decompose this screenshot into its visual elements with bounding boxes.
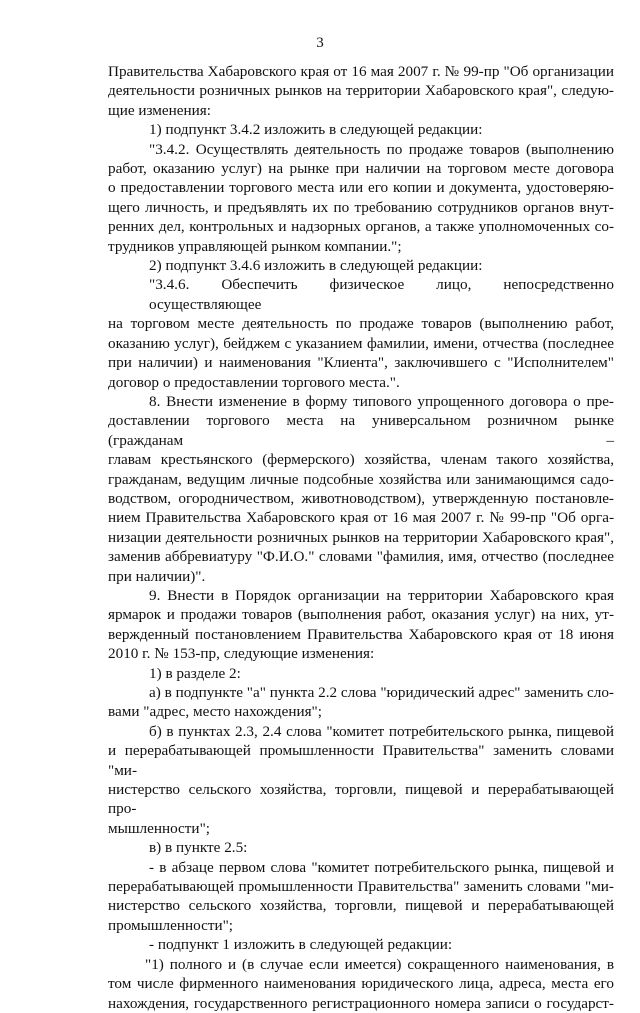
text-line: договор о предоставлении торгового места.". xyxy=(108,373,400,391)
text-line: "3.4.2. Осуществлять деятельность по продаже товаров (выполнению xyxy=(149,140,614,158)
text-line: деятельности розничных рынков на территории Хабаровского края", следую- xyxy=(108,82,614,100)
text-line: щего личность, и предъявлять их по требованию сотрудников органов внут- xyxy=(108,198,614,216)
text-line: нахождения, государственного регистрационного номера записи о государст- xyxy=(108,994,614,1012)
text-line: промышленности"; xyxy=(108,916,234,934)
text-line: трудников управляющей рынком компании."; xyxy=(108,237,402,255)
text-line: гражданам, ведущим личные подсобные хозяйства или занимающимся садо- xyxy=(108,470,614,488)
text-line: мышленности"; xyxy=(108,819,210,837)
text-line: о предоставлении торгового места или его копии и документа, удостоверяю- xyxy=(108,179,614,197)
text-line: водством, огородничеством, животноводством), утвержденную постановле- xyxy=(108,489,614,507)
text-line: доставлении торгового места на универсальном розничном рынке (гражданам – xyxy=(108,412,614,449)
text-line: в) в пункте 2.5: xyxy=(149,839,248,857)
text-line: а) в подпункте "а" пункта 2.2 слова "юридический адрес" заменить сло- xyxy=(149,684,614,701)
text-line: при наличии) и наименования "Клиента", заключившего с "Исполнителем" xyxy=(108,354,614,372)
text-line: и перерабатывающей промышленности Правительства" заменить словами "ми- xyxy=(108,742,614,779)
text-line: - подпункт 1 изложить в следующей редакции: xyxy=(149,936,453,954)
text-line: 1) в разделе 2: xyxy=(149,664,241,682)
text-line: 2010 г. № 153-пр, следующие изменения: xyxy=(108,645,375,663)
text-line: 2) подпункт 3.4.6 изложить в следующей редакции: xyxy=(149,257,483,275)
text-line: низации деятельности розничных рынков на территории Хабаровского края", xyxy=(108,528,614,546)
text-line: нистерство сельского хозяйства, торговли, пищевой и перерабатывающей про- xyxy=(108,781,614,818)
text-line: 9. Внести в Порядок организации на территории Хабаровского края xyxy=(149,586,614,604)
text-line: оказанию услуг), бейджем с указанием фамилии, имени, отчества (последнее xyxy=(108,334,614,352)
text-line: вами "адрес, место нахождения"; xyxy=(108,703,322,721)
text-line: главам крестьянского (фермерского) хозяйства, членам такого хозяйства, xyxy=(108,451,614,469)
text-line: 8. Внести изменение в форму типового упрощенного договора о пре- xyxy=(149,392,614,410)
text-line: Правительства Хабаровского края от 16 мая 2007 г. № 99-пр "Об организации xyxy=(108,63,614,80)
text-line: "3.4.6. Обеспечить физическое лицо, непосредственно осуществляющее xyxy=(149,276,614,313)
text-line: на торговом месте деятельность по продаже товаров (выполнению работ, xyxy=(108,315,614,333)
text-line: "1) полного и (в случае если имеется) сокращенного наименования, в xyxy=(145,955,614,973)
text-line: ренних дел, контрольных и надзорных органов, а также уполномоченных со- xyxy=(108,218,614,236)
text-line: при наличии)". xyxy=(108,567,206,585)
text-line: - в абзаце первом слова "комитет потребительского рынка, пищевой и xyxy=(149,858,614,876)
text-line: нием Правительства Хабаровского края от 16 мая 2007 г. № 99-пр "Об орга- xyxy=(108,509,614,527)
text-line: нистерство сельского хозяйства, торговли, пищевой и перерабатывающей xyxy=(108,897,614,915)
text-line: ярмарок и продажи товаров (выполнения работ, оказания услуг) на них, ут- xyxy=(108,606,614,624)
text-line: том числе фирменного наименования юридического лица, адреса, места его xyxy=(108,975,614,993)
page-number: 3 xyxy=(316,35,324,51)
document-body xyxy=(108,62,614,1013)
text-line: заменив аббревиатуру "Ф.И.О." словами "фамилия, имя, отчество (последнее xyxy=(108,548,614,566)
text-line: вержденный постановлением Правительства Хабаровского края от 18 июня xyxy=(108,625,614,643)
text-line: 1) подпункт 3.4.2 изложить в следующей редакции: xyxy=(149,121,483,139)
text-line: щие изменения: xyxy=(108,101,211,119)
text-line: перерабатывающей промышленности Правительства" заменить словами "ми- xyxy=(108,878,614,896)
text-line: б) в пунктах 2.3, 2.4 слова "комитет потребительского рынка, пищевой xyxy=(149,722,614,740)
text-line: работ, оказанию услуг) на рынке при наличии на торговом месте договора xyxy=(108,160,614,178)
